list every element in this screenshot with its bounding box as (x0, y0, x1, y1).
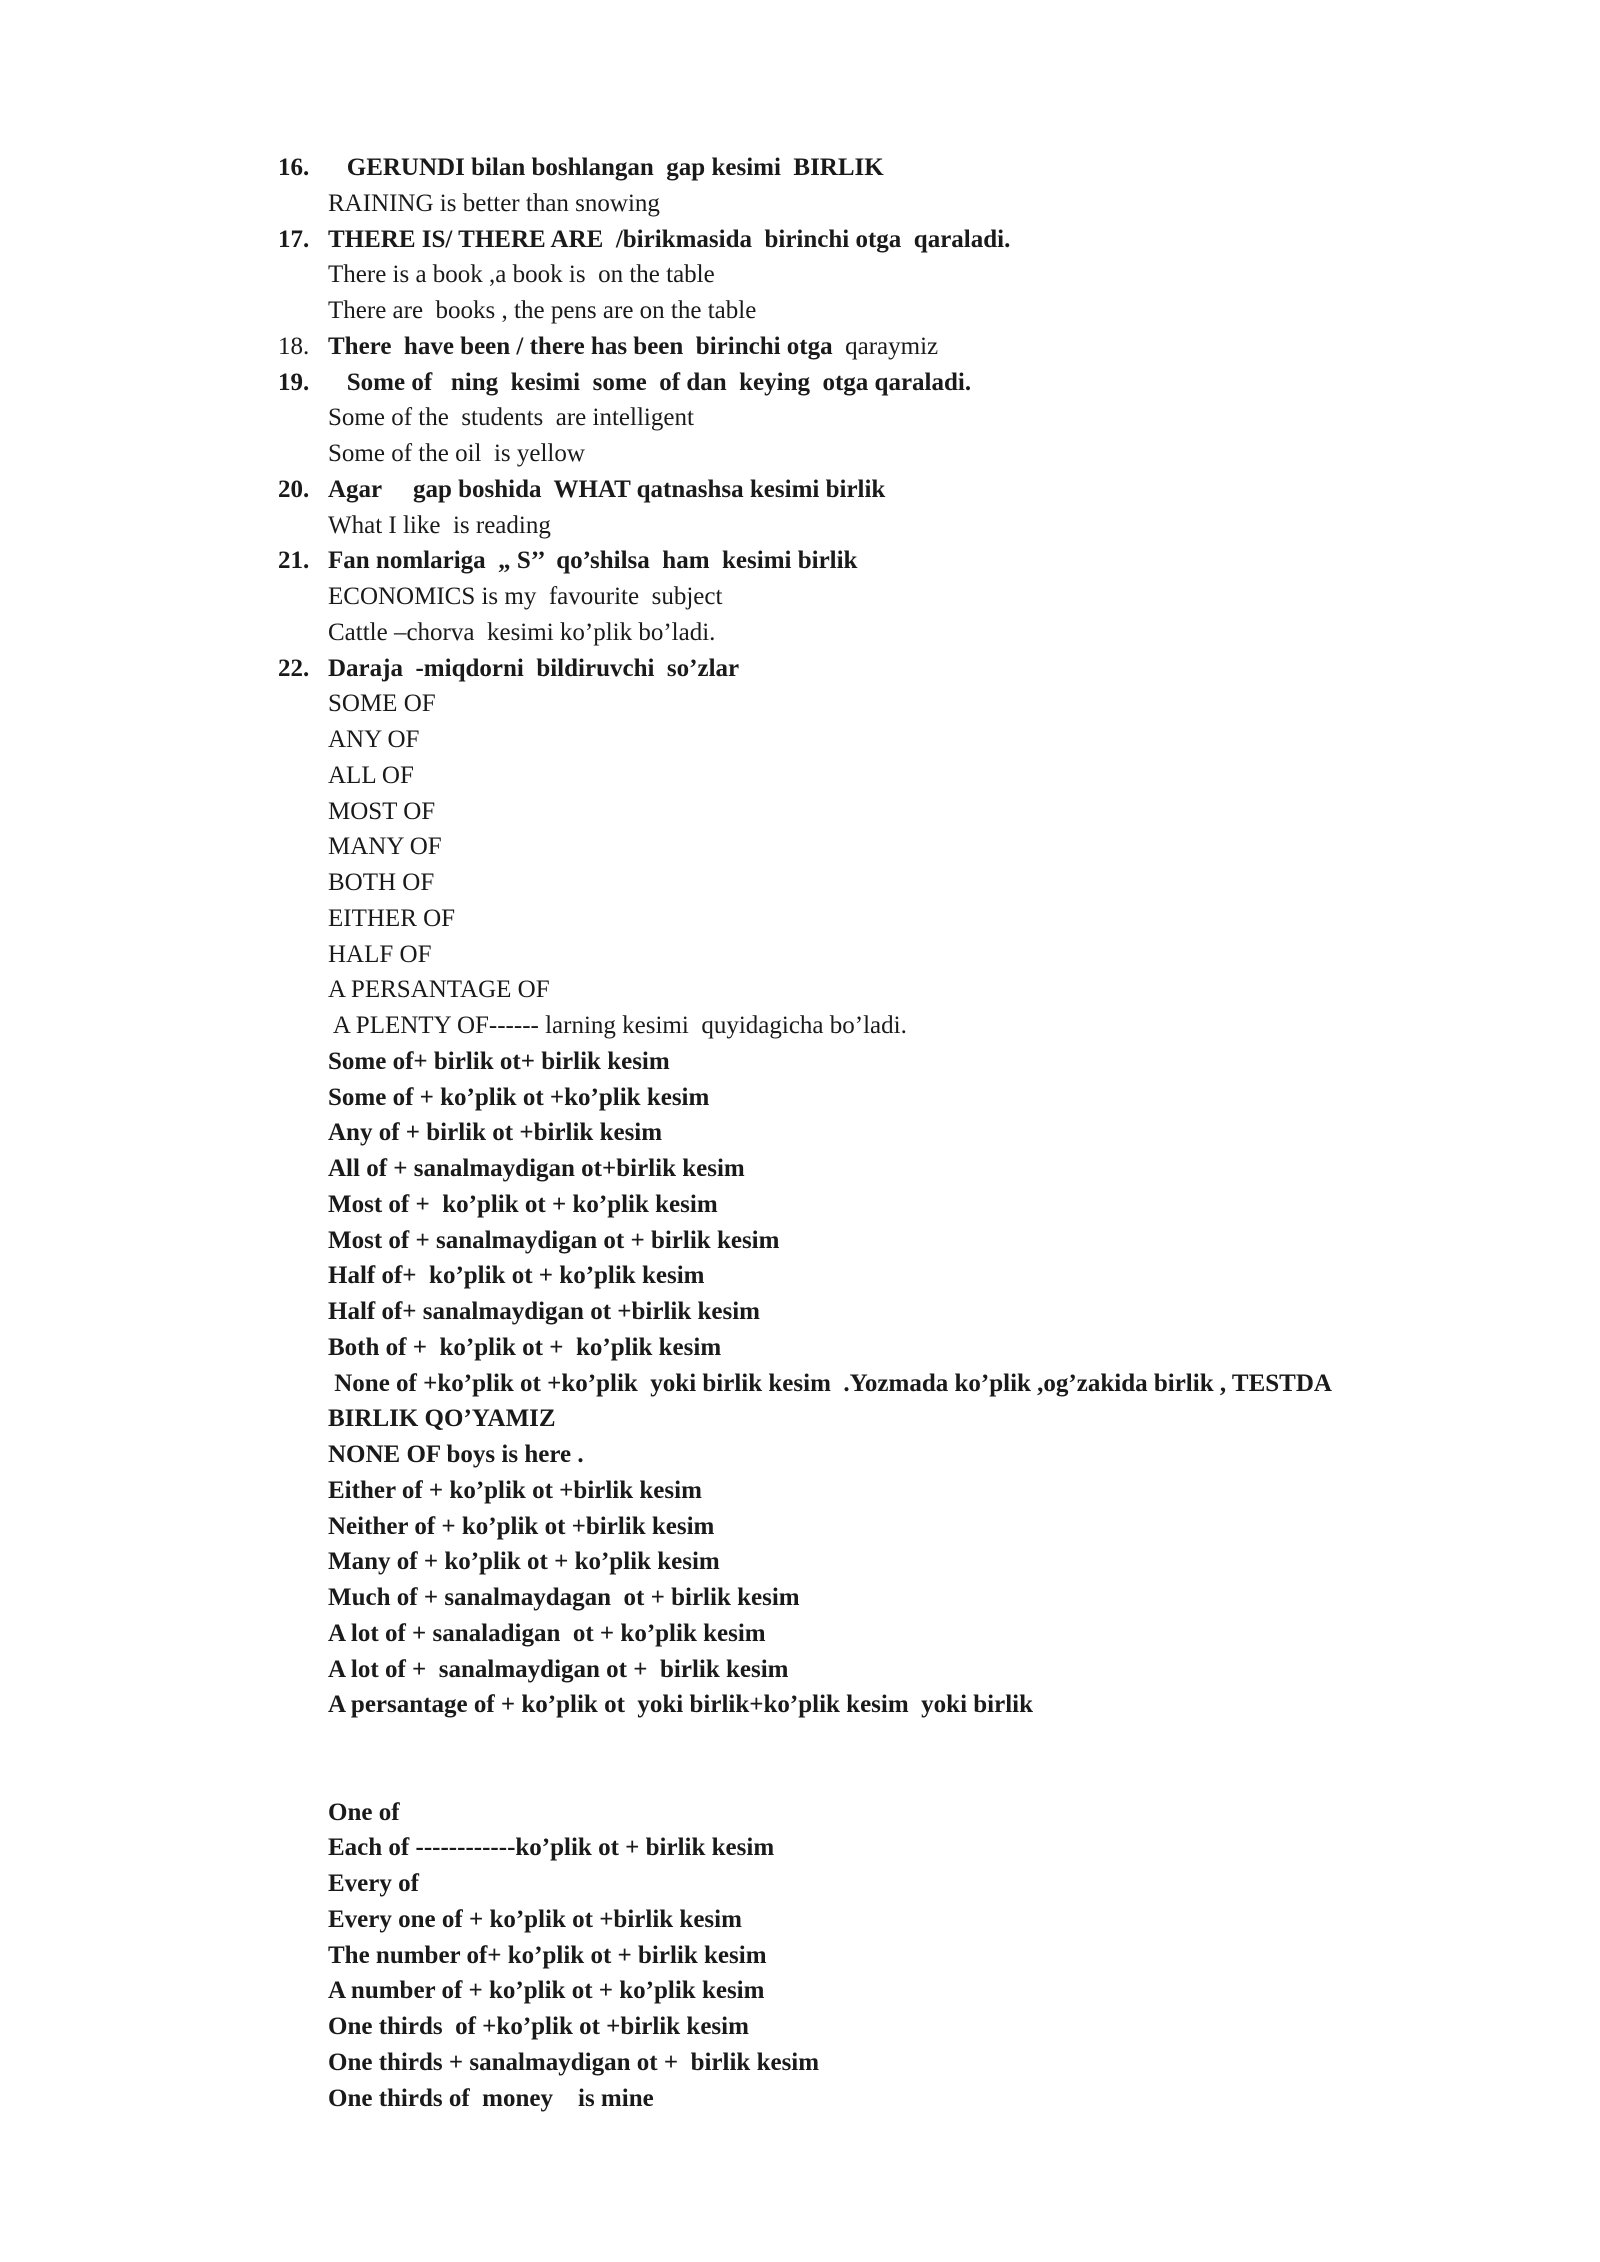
text-line (0, 1830, 1600, 1866)
text-line (0, 1401, 1600, 1437)
bold-text: None of +ko’plik ot +ko’plik yoki birlik kesim .Yozmada ko’plik ,og’zakida birlik , TESTDA (328, 1369, 1332, 1397)
plain-text: HALF OF (328, 940, 432, 968)
numbered-rule-line (0, 543, 1600, 579)
numbered-rule-line (0, 651, 1600, 687)
text-line (0, 1866, 1600, 1902)
bold-text: There have been / there has been birinchi otga (328, 332, 833, 360)
text-line (0, 2081, 1600, 2117)
bold-text: BIRLIK QO’YAMIZ (328, 1405, 556, 1433)
plain-text: BOTH OF (328, 869, 435, 896)
text-line (0, 400, 1600, 436)
text-line (0, 1473, 1600, 1509)
text-line (0, 829, 1600, 865)
plain-text: Some of the oil is yellow (328, 440, 585, 467)
text-line (0, 2045, 1600, 2081)
bold-text: The number of+ ko’plik ot + birlik kesim (328, 1941, 767, 1969)
bold-text: Half of+ ko’plik ot + ko’plik kesim (328, 1262, 705, 1290)
bold-text: One thirds of money is mine (328, 2084, 654, 2112)
text-line (0, 901, 1600, 937)
text-line (0, 758, 1600, 794)
bold-text: Each of ------------ko’plik ot + birlik kesim (328, 1834, 775, 1862)
plain-text: EITHER OF (328, 904, 456, 932)
text-line (0, 937, 1600, 973)
bold-text: Either of + ko’plik ot +birlik kesim (328, 1476, 702, 1504)
bold-text: THERE IS/ THERE ARE /birikmasida birinchi otga qaraladi. (328, 225, 1011, 253)
text-line (0, 436, 1600, 472)
text-line (0, 1258, 1600, 1294)
bold-text: Many of + ko’plik ot + ko’plik kesim (328, 1548, 720, 1576)
text-line (0, 1687, 1600, 1723)
plain-text: ECONOMICS is my favourite subject (328, 583, 723, 610)
plain-text: What I like is reading (328, 511, 551, 539)
text-line (0, 579, 1600, 615)
text-line (0, 1795, 1600, 1831)
bold-text: Neither of + ko’plik ot +birlik kesim (328, 1512, 715, 1540)
text-line (0, 257, 1600, 293)
text-line (0, 1902, 1600, 1938)
text-line (0, 1080, 1600, 1116)
bold-text: Most of + sanalmaydigan ot + birlik kesim (328, 1226, 780, 1254)
bold-text: Some of+ birlik ot+ birlik kesim (328, 1047, 670, 1075)
bold-text: Some of + ko’plik ot +ko’plik kesim (328, 1083, 710, 1111)
numbered-rule-line (0, 222, 1600, 258)
text-line (0, 293, 1600, 329)
text-line (0, 2009, 1600, 2045)
item-number: 22. (278, 654, 310, 682)
item-number: 19. (278, 368, 310, 396)
text-line (0, 686, 1600, 722)
text-line (0, 865, 1600, 901)
bold-text: A lot of + sanaladigan ot + ko’plik kesim (328, 1619, 766, 1647)
text-line (0, 1544, 1600, 1580)
bold-text: One thirds of +ko’plik ot +birlik kesim (328, 2013, 749, 2040)
text-line (0, 1580, 1600, 1616)
text-line (0, 1044, 1600, 1080)
bold-text: One thirds + sanalmaydigan ot + birlik kesim (328, 2048, 820, 2076)
text-line (0, 186, 1600, 222)
bold-text: Half of+ sanalmaydigan ot +birlik kesim (328, 1298, 761, 1325)
plain-text: SOME OF (328, 690, 436, 718)
text-line (0, 1151, 1600, 1187)
plain-text: A PLENTY OF------ larning kesimi quyidagicha bo’ladi. (328, 1012, 907, 1039)
bold-text: Most of + ko’plik ot + ko’plik kesim (328, 1190, 718, 1218)
plain-text: ANY OF (328, 726, 420, 753)
plain-text: There is a book ,a book is on the table (328, 261, 715, 289)
plain-text: MANY OF (328, 833, 442, 861)
text-line (0, 1973, 1600, 2009)
bold-text: A number of + ko’plik ot + ko’plik kesim (328, 1977, 765, 2005)
text-line (0, 1223, 1600, 1259)
text-line (0, 1616, 1600, 1652)
bold-text: Daraja -miqdorni bildiruvchi so’zlar (328, 654, 740, 682)
text-line (0, 1294, 1600, 1330)
plain-text: There are books , the pens are on the table (328, 297, 757, 324)
plain-text: Some of the students are intelligent (328, 404, 694, 432)
text-line (0, 1008, 1600, 1044)
text-line (0, 1938, 1600, 1974)
bold-text: GERUNDI bilan boshlangan gap kesimi BIRLIK (328, 154, 884, 181)
bold-text: Both of + ko’plik ot + ko’plik kesim (328, 1333, 722, 1361)
text-line (0, 1437, 1600, 1473)
blank-gap (0, 1723, 1600, 1795)
text-line (0, 615, 1600, 651)
plain-text: Cattle –chorva kesimi ko’plik bo’ladi. (328, 618, 716, 646)
bold-text: Agar gap boshida WHAT qatnashsa kesimi birlik (328, 475, 886, 503)
text-line (0, 508, 1600, 544)
text-line (0, 1366, 1600, 1402)
plain-text: qaraymiz (832, 332, 939, 360)
item-number: 21. (278, 547, 310, 575)
bold-text: A persantage of + ko’plik ot yoki birlik+ko’plik kesim yoki birlik (328, 1691, 1034, 1719)
numbered-rule-line (0, 150, 1600, 186)
bold-text: Much of + sanalmaydagan ot + birlik kesim (328, 1584, 800, 1611)
numbered-rule-line (0, 365, 1600, 401)
text-line (0, 722, 1600, 758)
bold-text: All of + sanalmaydigan ot+birlik kesim (328, 1155, 745, 1182)
document-body (0, 150, 1600, 2116)
bold-text: A lot of + sanalmaydigan ot + birlik kesim (328, 1655, 789, 1683)
text-line (0, 1330, 1600, 1366)
item-number: 18. (278, 332, 310, 360)
plain-text: A PERSANTAGE OF (328, 976, 550, 1004)
item-number: 20. (278, 475, 310, 503)
bold-text: One of (328, 1798, 400, 1826)
bold-text: Fan nomlariga „ S’’ qo’shilsa ham kesimi birlik (328, 547, 858, 575)
bold-text: Every one of + ko’plik ot +birlik kesim (328, 1905, 742, 1933)
bold-text: Every of (328, 1870, 419, 1897)
numbered-rule-line (0, 329, 1600, 365)
bold-text: Any of + birlik ot +birlik kesim (328, 1119, 663, 1147)
numbered-rule-line (0, 472, 1600, 508)
item-number: 16. (278, 154, 310, 181)
plain-text: MOST OF (328, 797, 436, 825)
text-line (0, 1187, 1600, 1223)
text-line (0, 794, 1600, 830)
bold-text: NONE OF boys is here . (328, 1441, 584, 1468)
item-number: 17. (278, 225, 310, 253)
text-line (0, 1115, 1600, 1151)
text-line (0, 972, 1600, 1008)
plain-text: RAINING is better than snowing (328, 189, 660, 217)
text-line (0, 1509, 1600, 1545)
bold-text: Some of ning kesimi some of dan keying otga qaraladi. (328, 368, 972, 396)
plain-text: ALL OF (328, 761, 414, 789)
text-line (0, 1652, 1600, 1688)
